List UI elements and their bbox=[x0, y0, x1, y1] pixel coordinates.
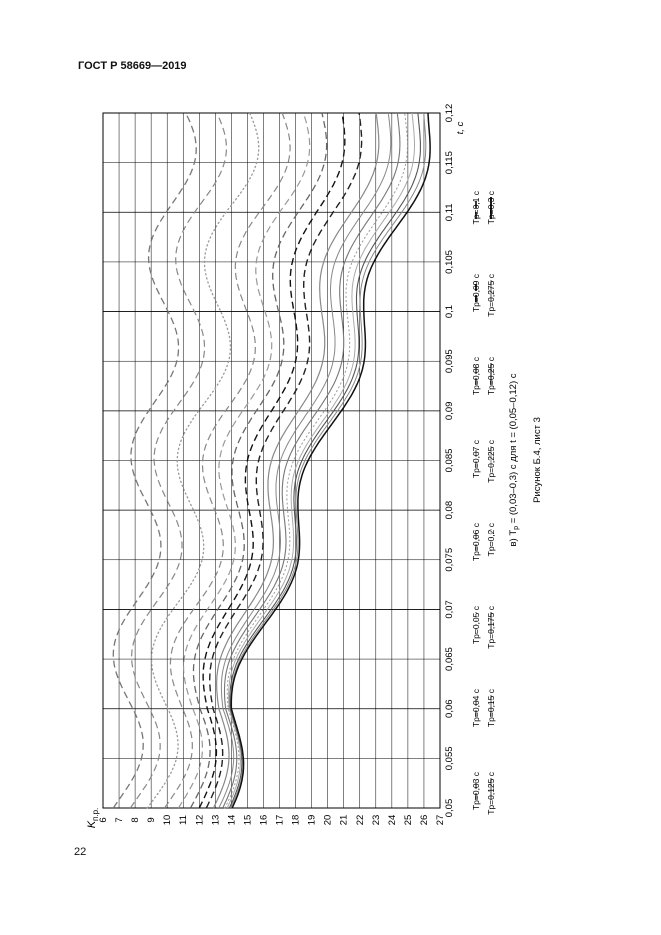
legend-label: Tр=0,07 с bbox=[471, 440, 481, 479]
legend-label: Tр=0,1 с bbox=[471, 191, 481, 225]
x-tick-label: 0,085 bbox=[444, 448, 455, 473]
y-tick-label: 25 bbox=[402, 814, 414, 826]
y-tick-label: 21 bbox=[338, 814, 350, 826]
y-tick-label: 27 bbox=[435, 814, 446, 826]
legend-label: Tр=0,25 с bbox=[486, 357, 496, 396]
legend-label: Tр=0,275 с bbox=[486, 274, 496, 317]
y-tick-label: 19 bbox=[306, 814, 318, 826]
y-tick-label: 9 bbox=[146, 817, 158, 823]
y-tick-label: 7 bbox=[114, 817, 126, 823]
legend-label: Tр=0,3 с bbox=[486, 191, 496, 225]
figure-caption: Рисунок Б.4, лист 3 bbox=[532, 417, 543, 503]
y-tick-label: 11 bbox=[178, 815, 190, 825]
y-tick-label: 10 bbox=[162, 814, 174, 826]
y-tick-label: 12 bbox=[194, 814, 206, 826]
y-tick-label: 18 bbox=[290, 814, 302, 826]
y-tick-label: 24 bbox=[386, 814, 398, 826]
x-tick-label: 0,11 bbox=[444, 203, 455, 222]
y-tick-label: 23 bbox=[370, 814, 382, 826]
x-tick-label: 0,065 bbox=[444, 647, 455, 671]
legend-label: Tр=0,06 с bbox=[471, 523, 481, 562]
legend-label: Tр=0,09 с bbox=[471, 274, 481, 313]
legend-label: Tр=0,225 с bbox=[486, 440, 496, 483]
x-tick-label: 0,075 bbox=[444, 547, 455, 572]
legend-label: Tр=0,2 с bbox=[486, 523, 496, 557]
y-tick-label: 22 bbox=[354, 814, 366, 826]
x-tick-label: 0,105 bbox=[444, 250, 455, 274]
subcaption: в) $T_р = (0,03-0,3)$ с для t = (0,05–0,12) с bbox=[508, 373, 520, 547]
legend bbox=[471, 190, 496, 815]
y-tick-label: 8 bbox=[130, 817, 142, 823]
page-number: 22 bbox=[74, 846, 87, 858]
x-tick-label: 0,115 bbox=[444, 151, 455, 175]
x-tick-label: 0,09 bbox=[444, 401, 455, 421]
legend-label: Tр=0,05 с bbox=[471, 606, 481, 645]
x-tick-label: 0,06 bbox=[444, 699, 455, 718]
legend-label: Tр=0,04 с bbox=[471, 689, 481, 728]
y-tick-label: 20 bbox=[322, 814, 334, 826]
legend-label: Tр=0,15 с bbox=[486, 689, 496, 728]
y-axis-label: $K_{п.р.}$ bbox=[86, 807, 100, 829]
x-tick-label: 0,08 bbox=[444, 500, 455, 520]
y-tick-label: 6 bbox=[98, 817, 109, 823]
legend-label: Tр=0,08 с bbox=[471, 357, 481, 396]
legend-label: Tр=0,125 с bbox=[486, 772, 496, 815]
y-tick-label: 14 bbox=[226, 814, 238, 826]
x-tick-label: 0,12 bbox=[444, 103, 455, 123]
x-tick-label: 0,05 bbox=[444, 798, 455, 818]
x-axis-label: t, с bbox=[455, 121, 466, 135]
y-tick-label: 26 bbox=[418, 814, 430, 826]
x-tick-label: 0,1 bbox=[444, 304, 455, 319]
y-tick-label: 13 bbox=[210, 814, 222, 826]
document-header: ГОСТ Р 58669—2019 bbox=[78, 60, 187, 72]
x-tick-label: 0,055 bbox=[444, 746, 455, 771]
y-tick-label: 17 bbox=[274, 814, 286, 826]
x-tick-label: 0,095 bbox=[444, 349, 455, 374]
legend-label: Tр=0,03 с bbox=[471, 772, 481, 811]
y-tick-label: 15 bbox=[242, 814, 254, 826]
legend-label: Tр=0,175 с bbox=[486, 606, 496, 649]
x-tick-label: 0,07 bbox=[444, 600, 455, 619]
y-tick-label: 16 bbox=[258, 814, 270, 826]
